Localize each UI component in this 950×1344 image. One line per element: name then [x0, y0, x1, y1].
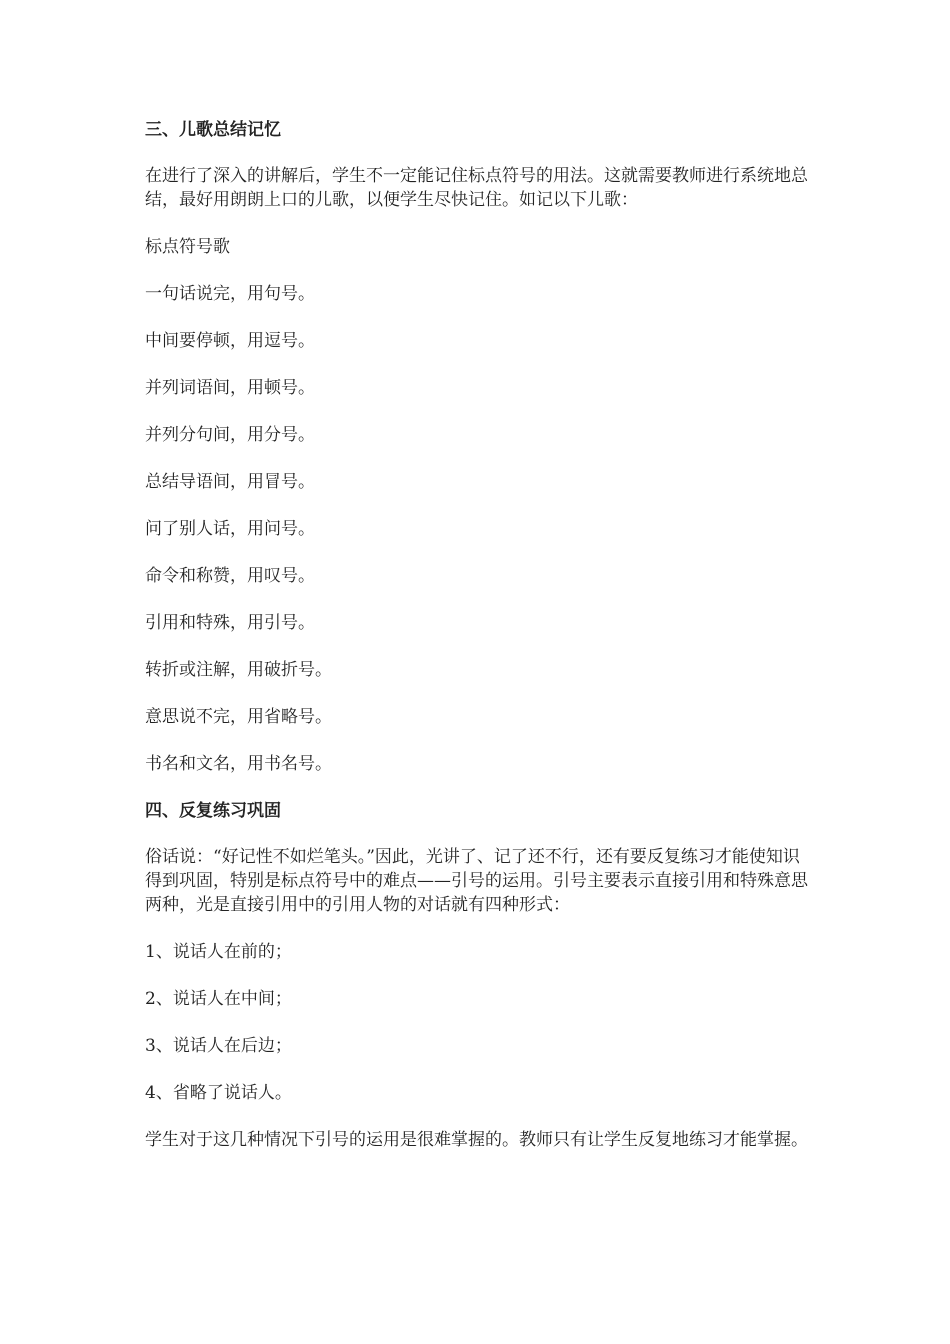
song-title: 标点符号歌 [145, 237, 230, 257]
list-item: 1、说话人在前的； [145, 942, 292, 962]
song-line: 问了别人话，用问号。 [145, 519, 315, 539]
song-line: 中间要停顿，用逗号。 [145, 331, 315, 351]
song-line: 一句话说完，用句号。 [145, 284, 315, 304]
song-line: 总结导语间，用冒号。 [145, 472, 315, 492]
section-4-intro: 俗话说：“好记性不如烂笔头。”因此，光讲了、记了还不行，还有要反复练习才能使知识得到巩固，特别是标点符号中的难点——引号的运用。引号主要表示直接引用和特殊意思两种，光是直接引用中的引用人物的对话就有四种形式： [145, 847, 808, 915]
song-line: 转折或注解，用破折号。 [145, 660, 332, 680]
quote-forms-list [145, 940, 810, 1105]
song-line: 命令和称赞，用叹号。 [145, 566, 315, 586]
section-heading-3: 三、儿歌总结记忆 [145, 120, 281, 140]
song-line: 并列词语间，用顿号。 [145, 378, 315, 398]
song-line: 并列分句间，用分号。 [145, 425, 315, 445]
song-line: 引用和特殊，用引号。 [145, 613, 315, 633]
song-line: 书名和文名，用书名号。 [145, 754, 332, 774]
section-3-intro: 在进行了深入的讲解后，学生不一定能记住标点符号的用法。这就需要教师进行系统地总结，最好用朗朗上口的儿歌，以便学生尽快记住。如记以下儿歌： [145, 166, 808, 210]
document-body [145, 118, 810, 1175]
song-lines [145, 282, 810, 776]
section-heading-4: 四、反复练习巩固 [145, 801, 281, 821]
song-line: 意思说不完，用省略号。 [145, 707, 332, 727]
section-4-conclusion: 学生对于这几种情况下引号的运用是很难掌握的。教师只有让学生反复地练习才能掌握。 [145, 1130, 808, 1150]
list-item: 4、省略了说话人。 [145, 1083, 292, 1103]
list-item: 3、说话人在后边； [145, 1036, 292, 1056]
list-item: 2、说话人在中间； [145, 989, 292, 1009]
